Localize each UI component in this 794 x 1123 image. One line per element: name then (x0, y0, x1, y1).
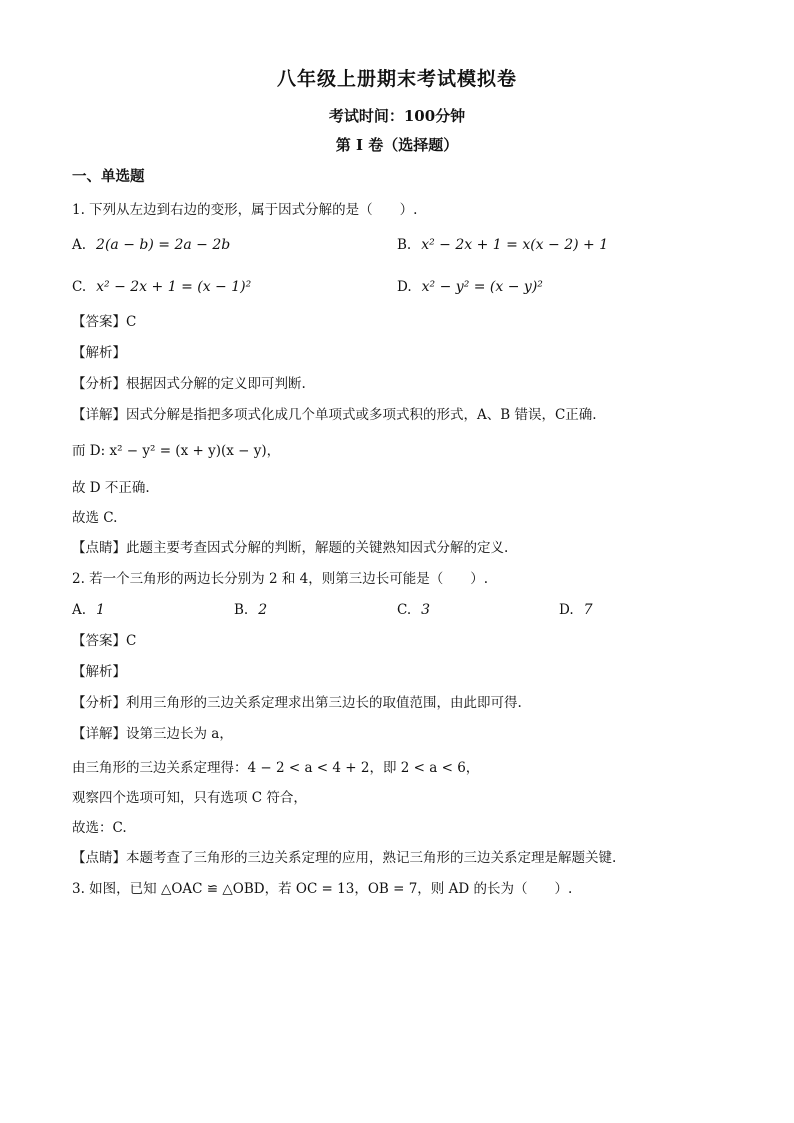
question-1-stem: 1. 下列从左边到右边的变形，属于因式分解的是（ ）. (72, 202, 418, 218)
q2-line-observe: 观察四个选项可知，只有选项 C 符合， (72, 790, 307, 806)
q2-dianjing: 【点睛】本题考查了三角形的三边关系定理的应用，熟记三角形的三边关系定理是解题关键. (72, 850, 617, 866)
q2-option-b (234, 601, 267, 619)
option-label: C. (72, 279, 87, 295)
q2-xiangjie: 【详解】设第三边长为 a， (72, 726, 233, 742)
q1-line-d-false: 故 D 不正确. (72, 480, 150, 496)
option-math: x² − y² = (x − y)² (421, 279, 543, 295)
document-title: 八年级上册期末考试模拟卷 (276, 68, 517, 90)
q2-fenxi: 【分析】利用三角形的三边关系定理求出第三边长的取值范围，由此即可得. (72, 695, 522, 711)
q1-answer: 【答案】C (72, 314, 137, 330)
option-label: B. (397, 237, 412, 253)
q2-option-c (397, 601, 430, 619)
q2-option-d (559, 601, 593, 619)
option-math: x² − 2x + 1 = x(x − 2) + 1 (421, 237, 609, 253)
q1-option-c (72, 278, 251, 296)
option-value: 2 (258, 602, 268, 618)
q1-fenxi: 【分析】根据因式分解的定义即可判断. (72, 376, 306, 392)
exam-time: 考试时间：100分钟 (328, 107, 466, 125)
question-2-stem: 2. 若一个三角形的两边长分别为 2 和 4，则第三边长可能是（ ）. (72, 571, 489, 587)
q1-xiangjie: 【详解】因式分解是指把多项式化成几个单项式或多项式积的形式，A、B 错误，C正确. (72, 407, 597, 423)
option-label: C. (397, 602, 412, 618)
q1-option-d (397, 278, 543, 296)
section-heading: 一、单选题 (72, 168, 145, 185)
q2-line-range: 由三角形的三边关系定理得：4 − 2 < a < 4 + 2，即 2 < a < 6， (72, 760, 480, 776)
volume-title: 第 I 卷（选择题） (335, 136, 459, 154)
q1-choose: 故选 C. (72, 510, 118, 526)
option-value: 1 (96, 602, 105, 618)
q1-option-a (72, 236, 230, 254)
option-label: A. (72, 602, 87, 618)
q1-analysis-label: 【解析】 (72, 345, 126, 361)
option-math: 2(a − b) = 2a − 2b (96, 237, 231, 253)
option-label: B. (234, 602, 249, 618)
option-value: 7 (583, 602, 593, 618)
option-label: D. (397, 279, 412, 295)
option-label: D. (559, 602, 574, 618)
q1-line-d: 而 D: x² − y² = (x + y)(x − y)， (72, 443, 281, 459)
q2-answer: 【答案】C (72, 633, 137, 649)
q2-choose: 故选：C. (72, 820, 127, 836)
question-3-stem: 3. 如图，已知 △OAC ≌ △OBD，若 OC = 13，OB = 7，则 AD 的长为（ ）. (72, 881, 573, 897)
q2-option-a (72, 601, 105, 619)
q1-dianjing: 【点睛】此题主要考查因式分解的判断，解题的关键熟知因式分解的定义. (72, 540, 509, 556)
option-value: 3 (421, 602, 431, 618)
q1-option-b (397, 236, 608, 254)
q2-analysis-label: 【解析】 (72, 664, 126, 680)
option-math: x² − 2x + 1 = (x − 1)² (96, 279, 252, 295)
option-label: A. (72, 237, 87, 253)
